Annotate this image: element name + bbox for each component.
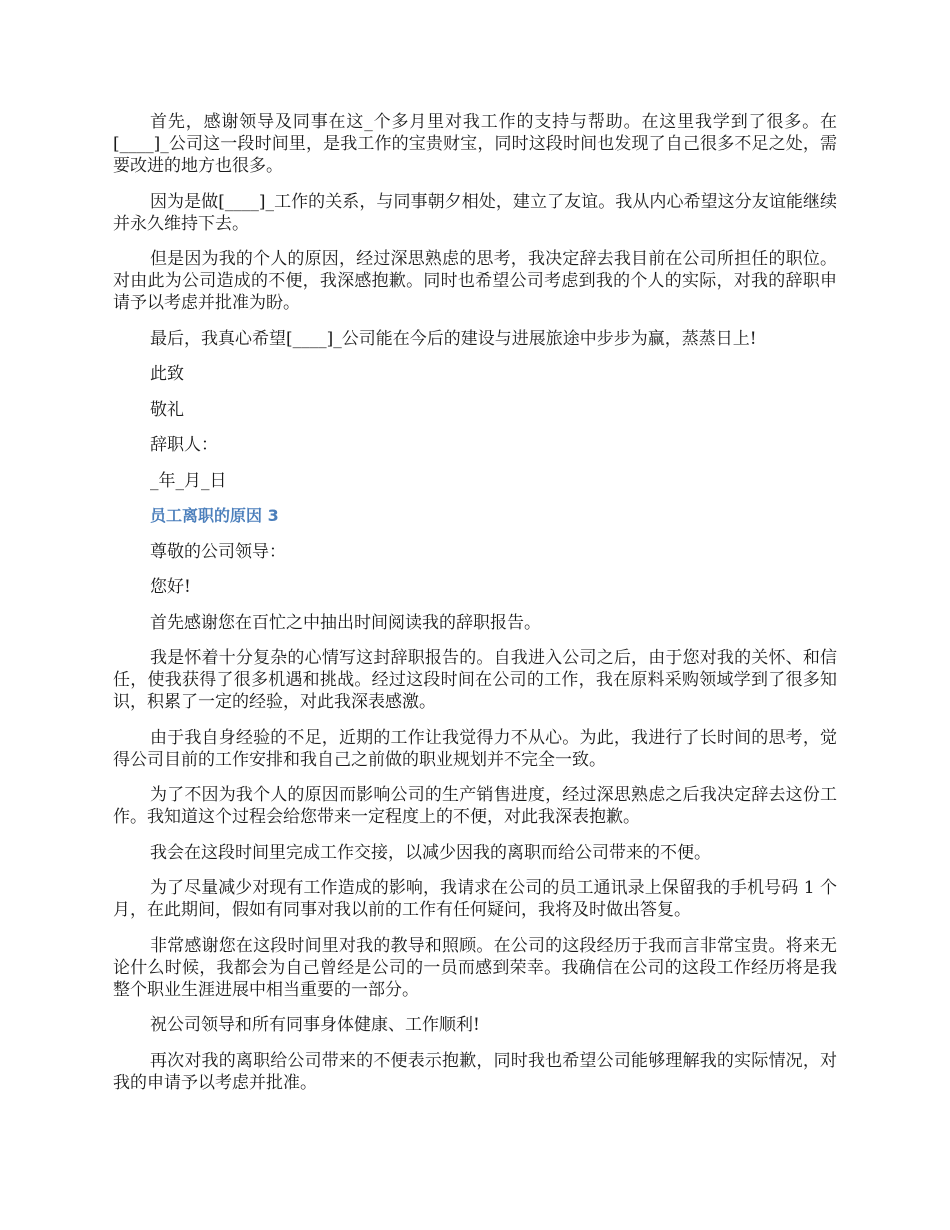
greeting-leaders: 尊敬的公司领导：: [150, 541, 286, 562]
document-body: [113, 111, 837, 1107]
paragraph-friendship: 因为是做[____]_工作的关系，与同事朝夕相处，建立了友谊。我从内心希望这分友谊能继续并永久维持下去。: [113, 191, 837, 234]
greeting-hello: 您好!: [150, 577, 191, 597]
paragraph-phone-number: 为了尽量减少对现有工作造成的影响，我请求在公司的员工通讯录上保留我的手机号码 1 个月，在此期间，假如有同事对我以前的工作有任何疑问，我将及时做出答复。: [113, 878, 837, 920]
paragraph-decision: 为了不因为我个人的原因而影响公司的生产销售进度，经过深思熟虑之后我决定辞去这份工作。我知道这个过程会给您带来一定程度上的不便，对此我深表抱歉。: [113, 785, 837, 827]
paragraph-resign-reason: 但是因为我的个人的原因，经过深思熟虑的思考，我决定辞去我目前在公司所担任的职位。对由此为公司造成的不便，我深感抱歉。同时也希望公司考虑到我的个人的实际，对我的辞职申请予以考虑并批准为盼。: [113, 249, 837, 313]
signature-label: 辞职人：: [150, 435, 218, 455]
paragraph-handover: 我会在这段时间里完成工作交接，以减少因我的离职而给公司带来的不便。: [150, 842, 711, 863]
paragraph-gratitude: 非常感谢您在这段时间里对我的教导和照顾。在公司的这段经历于我而言非常宝贵。将来无论什么时候，我都会为自己曾经是公司的一员而感到荣幸。我确信在公司的这段工作经历将是我整个职业生涯进展中相当重要的一部分。: [113, 935, 837, 1000]
paragraph-thanks: 首先，感谢领导及同事在这_个多月里对我工作的支持与帮助。在这里我学到了很多。在[____]_公司这一段时间里，是我工作的宝贵财宝，同时这段时间也发现了自己很多不足之处，需要改进的地方也很多。: [113, 112, 837, 176]
date-line: _年_月_日: [150, 470, 227, 491]
paragraph-thanks-reading: 首先感谢您在百忙之中抽出时间阅读我的辞职报告。: [150, 612, 541, 633]
paragraph-apology: 再次对我的离职给公司带来的不便表示抱歉，同时我也希望公司能够理解我的实际情况，对我的申请予以考虑并批准。: [113, 1050, 837, 1093]
paragraph-closing-wish: 最后，我真心希望[____]_公司能在今后的建设与进展旅途中步步为赢，蒸蒸日上!: [150, 328, 757, 349]
salutation-cizhi: 此致: [150, 364, 184, 384]
paragraph-best-wishes: 祝公司领导和所有同事身体健康、工作顺利!: [150, 1015, 480, 1035]
paragraph-mixed-feelings: 我是怀着十分复杂的心情写这封辞职报告的。自我进入公司之后，由于您对我的关怀、和信任，使我获得了很多机遇和挑战。经过这段时间在公司的工作，我在原料采购领域学到了很多知识，积累了一定的经验，对此我深表感激。: [113, 648, 837, 712]
paragraph-lack-experience: 由于我自身经验的不足，近期的工作让我觉得力不从心。为此，我进行了长时间的思考，觉得公司目前的工作安排和我自己之前做的职业规划并不完全一致。: [113, 727, 837, 770]
salutation-jingli: 敬礼: [150, 399, 184, 420]
section-heading: 员工离职的原因 3: [150, 506, 279, 525]
